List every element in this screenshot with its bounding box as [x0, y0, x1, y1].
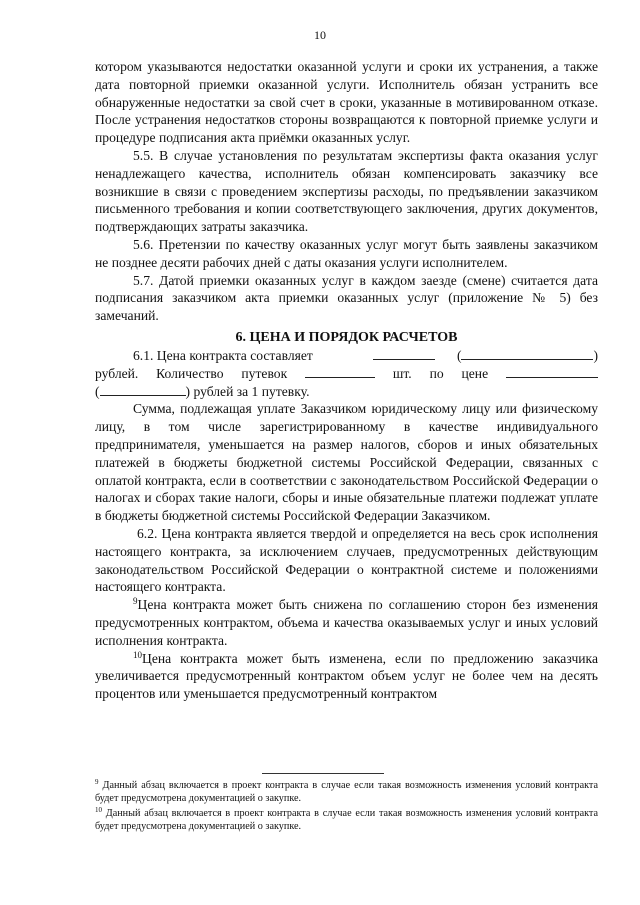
price-line-1-text: 6.1. Цена контракта составляет [133, 347, 313, 363]
unit-price-words-blank[interactable] [100, 383, 186, 396]
unit-price-blank[interactable] [506, 365, 598, 378]
paragraph-5-6: 5.6. Претензии по качеству оказанных услуг могут быть заявлены заказчиком не позднее десяти рабочих дней с даты оказания услуги исполнителем. [95, 236, 598, 270]
contract-price-words-blank[interactable] [461, 347, 593, 360]
paragraph-5-5: 5.5. В случае установления по результатам экспертизы факта оказания услуг ненадлежащего качества, исполнитель обязан компенсировать заказчику все возникшие в связи с проведением экспертизы расходы, по предъявлении заказчиком письменного требования и копии соответствующего заключения, других документов, подтверждающих затраты заказчика. [95, 147, 598, 235]
footnote-10-text: Данный абзац включается в проект контракта в случае если такая возможность изменения условий контракта будет предусмотрена документацией о закупке. [95, 808, 598, 832]
document-body [95, 58, 598, 703]
paragraph-5-7: 5.7. Датой приемки оказанных услуг в каждом заезде (смене) считается дата подписания заказчиком акта приемки оказанных услуг (приложение № 5) без замечаний. [95, 272, 598, 324]
quantity-blank[interactable] [305, 365, 375, 378]
paragraph-fn9 [95, 596, 598, 649]
vouchers-label: путевок [241, 365, 288, 381]
paragraph-6-2: 6.2. Цена контракта является твердой и определяется на весь срок исполнения настоящего контракта, за исключением случаев, предусмотренных действующим законодательством Российской Федерации о контрактной системе и положениями настоящего контракта. [95, 525, 598, 595]
paragraph-fn9-text: Цена контракта может быть снижена по соглашению сторон без изменения предусмотренных контрактом, объема и качества оказываемых услуг и иных условий исполнения контракта. [95, 597, 598, 648]
price-line-1 [95, 347, 598, 365]
footnotes [95, 779, 598, 835]
contract-price-blank[interactable] [373, 347, 435, 360]
close-paren: ) [593, 347, 598, 363]
footnote-10 [95, 807, 598, 833]
footnote-9 [95, 779, 598, 805]
per-label: по [429, 365, 444, 381]
footnote-ref-9[interactable]: 9 [133, 596, 138, 607]
footnote-9-text: Данный абзац включается в проект контракта в случае если такая возможность изменения условий контракта будет предусмотрена документацией о закупке. [95, 780, 598, 804]
rubles-label: рублей. [95, 365, 139, 381]
paragraph-fn10-text: Цена контракта может быть изменена, если по предложению заказчика увеличивается предусмотренный контрактом объем услуг не более чем на десять процентов или уменьшается предусмотренный контрактом [95, 650, 598, 702]
open-paren: ( [456, 347, 462, 363]
price-line-2 [95, 365, 598, 383]
quantity-label: Количество [156, 365, 224, 381]
paragraph-continuation: котором указываются недостатки оказанной услуги и сроки их устранения, а также дата повторной приемки оказанной услуги. Исполнитель обязан устранить все обнаруженные недостатки за свой счет в сроки, указанные в мотивированном отказе. После устранения недостатков стороны возвращаются к повторной приемке услуги и процедуре подписания акта приёмки оказанных услуг. [95, 59, 598, 146]
per-voucher-text: ) рублей за 1 путевку. [185, 383, 310, 399]
footnote-mark-9: 9 [95, 778, 99, 786]
page-number: 10 [314, 28, 326, 42]
open-paren-2: ( [95, 383, 100, 399]
price-label: цене [461, 365, 489, 381]
section-heading: 6. ЦЕНА И ПОРЯДОК РАСЧЕТОВ [235, 329, 458, 345]
footnote-ref-10[interactable]: 10 [133, 649, 142, 660]
paragraph-fn10 [95, 650, 598, 703]
footnote-mark-10: 10 [95, 806, 102, 814]
footnote-separator [262, 773, 384, 774]
paragraph-sum: Сумма, подлежащая уплате Заказчиком юридическому лицу или физическому лицу, в том числе зарегистрированному в качестве индивидуального предпринимателя, уменьшается на размер налогов, сборов и иных обязательных платежей в бюджеты бюджетной системы Российской Федерации, связанных с оплатой контракта, если в соответствии с законодательством Российской Федерации о налогах и сборах такие налоги, сборы и иные обязательные платежи подлежат уплате в бюджеты бюджетной системы Российской Федерации Заказчиком. [95, 401, 598, 524]
pcs-label: шт. [392, 365, 412, 381]
price-line-3 [95, 383, 598, 401]
